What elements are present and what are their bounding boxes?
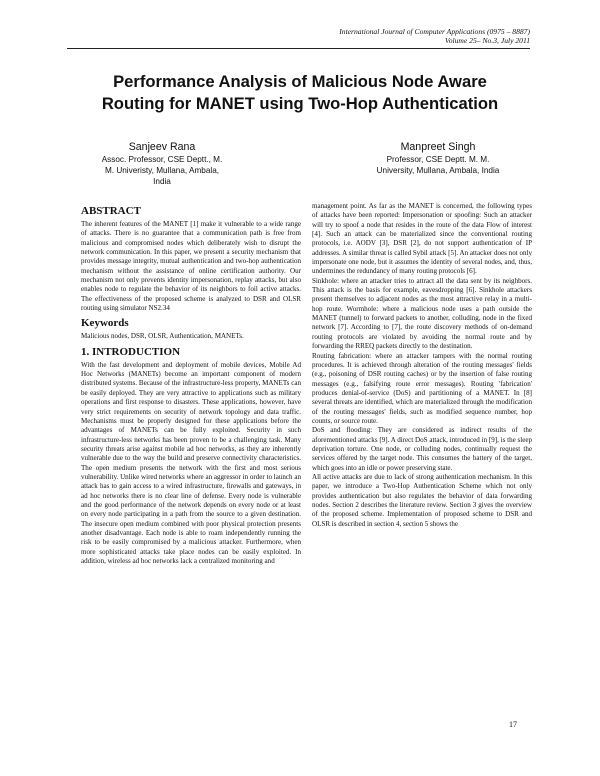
body-paragraph: All active attacks are due to lack of strong authentication mechanism. In this paper, we introduce a Two-Hop Authentication Scheme which not only provides authentication but also regulates the behavior of data forwarding nodes. Section 2 describes the literature review. Section 3 gives the overview of the proposed scheme. Implementation of proposed scheme to DSR and OLSR is described in section 4, section 5 shows the <box>312 472 532 528</box>
body-paragraph: Sinkhole: where an attacker tries to attract all the data sent by its neighbors. This attack is the basis for example, eavesdropping [6]. Sinkhole attackers present themselves to adjacent nodes as the most attractive relay in a multi-hop route. Wormhole: where a malicious node uses a path outside the MANET (tunnel) to forward packets to another, colluding, node in the fixed network [7]. According to [7], the route discovery methods of on-demand routing protocols are violated by avoiding the normal route and by forwarding the RREQ packets directly to the destination. <box>312 276 532 351</box>
introduction-heading: 1. INTRODUCTION <box>81 345 181 358</box>
body-paragraph: Routing fabrication: where an attacker tampers with the normal routing procedures. It is achieved through alteration of the routing messages' fields (e.g., poisoning of DSR routing caches) or by the insertion of false routing messages (e.g., falsifying route error messages). Routing 'fabrication' produces denial-of-service (DoS) and partitioning of a MANET. In [8] several threats are identified, which are materialized through the modification of the routing messages' fields, such as modified sequence number, hop counts, or source route. <box>312 351 532 425</box>
body-paragraph: DoS and flooding: They are considered as indirect results of the aforementioned attacks [9]. A direct DoS attack, introduced in [9], is the sleep deprivation torture. One node, or colluding nodes, continually request the services offered by the target node. This consumes the battery of the target, which goes into an idle or power preserving state. <box>312 426 532 472</box>
author-affiliation-line: M. Univeristy, Mullana, Ambala, <box>104 166 220 175</box>
author-affiliation-line: Professor, CSE Deptt. M. M. <box>386 155 490 164</box>
abstract-heading: ABSTRACT <box>81 205 141 217</box>
header-divider <box>67 48 530 49</box>
introduction-text: With the fast development and deployment of mobile devices, Mobile Ad Hoc Networks (MANETs) become an important component of modern distributed systems. Because of the infrastructure-less property, MANETs can be easily deployed. They are very attractive to applications such as military operations and first response to disasters. These applications, however, have very strict requirements on security of network topology and data traffic. Mechanisms must be properly designed for these applications before the advantages of MANETs can be fully exploited. Security in such infrastructure-less networks has been proven to be a challenging task. Many security threats arise against mobile ad hoc networks, as they are inherently vulnerable due to the way the build and preserve connectivity characteristics. The open medium presents the network with the first and most serious vulnerability. Unlike wired networks where an aggressor in order to launch an attack has to gain access to a wired infrastructure, firewalls and gateways, in ad hoc networks there is no clear line of defense. Every node is vulnerable and the good performance of the network depends on every node or at least on every node participating in a path from the source to a given destination. The insecure open medium combined with poor physical protection presents another disadvantage. Each node is able to roam independently running the risk to be easily compromised by a malicious attacker. Furthermore, when more sophisticated attacks take place nodes can be easily exploited. In addition, wireless ad hoc networks lack a centralized monitoring and <box>81 360 301 565</box>
author-affiliation-line: India <box>153 177 171 186</box>
author-affiliation-line: Assoc. Professor, CSE Deptt., M. <box>101 155 223 164</box>
body-paragraph: management point. As far as the MANET is concerned, the following types of attacks have been reported: Impersonation or spoofing: Such an attacker will try to spoof a node that resides in the route of the data Flow of interest [4]. Such an attack can be materialized since the conventional routing protocols, i.e. AODV [3], DSR [2], do not support authentication of IP addresses. A similar threat is called Sybil attack [5]. An attacker does not only impersonate one node, but it assumes the identity of several nodes, and, thus, undermines the redundancy of many routing protocols [6]. <box>312 202 532 276</box>
abstract-text: The inherent features of the MANET [1] make it vulnerable to a wide range of attacks. There is no guarantee that a communication path is free from malicious and compromised nodes which deliberately wish to disrupt the network communication. In this paper, we present a security mechanism that provides message integrity, mutual authentication and two-hop authentication mechanism without the assistance of online certification authority. Our mechanism not only prevents identity impersonation, replay attacks, but also enables node to regulate the behavior of its neighbors to foil active attacks. The effectiveness of the proposed scheme is analyzed to DSR and OLSR routing using simulator NS2.34 <box>81 220 301 313</box>
author-affiliation-line: University, Mullana, Ambala, India <box>376 166 500 175</box>
author-block-1 <box>42 140 282 187</box>
title-line-2: Routing for MANET using Two-Hop Authentication <box>101 94 499 113</box>
paper-title <box>67 71 533 115</box>
keywords-text: Malicious nodes, DSR, OLSR, Authentication, MANETs. <box>81 332 244 341</box>
journal-name: International Journal of Computer Applications (0975 – 8887) <box>339 27 530 36</box>
journal-header <box>339 27 530 45</box>
page-number: 17 <box>509 720 517 729</box>
right-column <box>312 202 532 529</box>
author-name: Manpreet Singh <box>400 141 476 153</box>
title-line-1: Performance Analysis of Malicious Node Aware <box>113 72 487 91</box>
author-name: Sanjeev Rana <box>128 141 196 153</box>
author-block-2 <box>318 140 558 176</box>
keywords-heading: Keywords <box>81 317 129 330</box>
left-column <box>81 205 301 566</box>
journal-volume: Volume 25– No.3, July 2011 <box>444 36 530 45</box>
